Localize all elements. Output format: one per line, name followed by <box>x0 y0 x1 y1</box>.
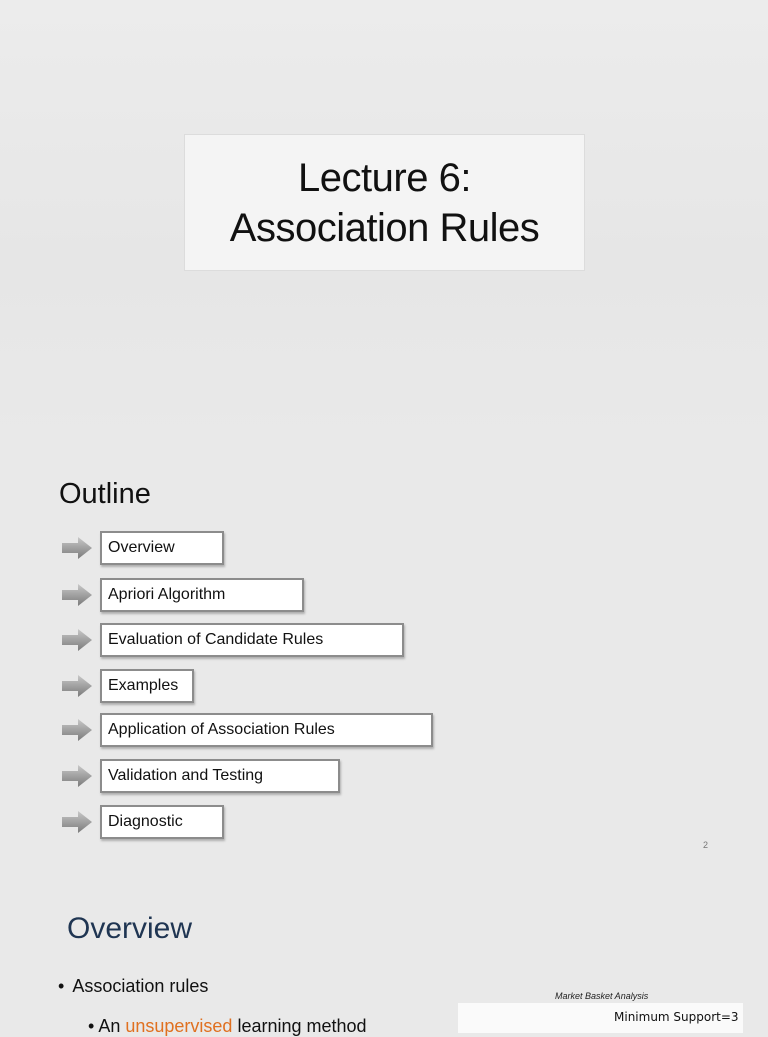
sub-bullet-highlight: unsupervised <box>125 1016 233 1036</box>
outline-item-label: Diagnostic <box>100 805 224 839</box>
outline-item-examples <box>62 666 194 706</box>
outline-item-label: Apriori Algorithm <box>100 578 304 612</box>
outline-item-label: Overview <box>100 531 224 565</box>
sub-bullet-unsupervised <box>88 1016 367 1037</box>
outline-item-apriori <box>62 575 304 615</box>
sub-bullet-suffix: learning method <box>232 1016 367 1036</box>
overview-heading: Overview <box>67 912 193 945</box>
arrow-right-icon <box>62 629 92 651</box>
outline-slide <box>0 440 768 860</box>
sub-bullet-prefix: An <box>98 1016 126 1036</box>
outline-item-overview <box>62 528 224 568</box>
arrow-right-icon <box>62 675 92 697</box>
arrow-right-icon <box>62 584 92 606</box>
outline-item-validation <box>62 756 340 796</box>
bullet-text: Association rules <box>72 976 209 996</box>
outline-item-application <box>62 710 433 750</box>
title-line-2: Association Rules <box>229 205 540 250</box>
outline-item-label: Application of Association Rules <box>100 713 433 747</box>
outline-item-label: Validation and Testing <box>100 759 340 793</box>
title-box <box>185 135 584 270</box>
arrow-right-icon <box>62 537 92 559</box>
outline-heading: Outline <box>59 478 151 510</box>
page-number: 2 <box>703 840 709 850</box>
title-line-1: Lecture 6: <box>298 155 471 200</box>
bullet-association-rules <box>58 976 208 997</box>
outline-item-diagnostic <box>62 802 224 842</box>
arrow-right-icon <box>62 765 92 787</box>
overview-slide <box>0 860 768 1036</box>
bullet-dot-icon: • <box>58 976 65 996</box>
minimum-support-label: Minimum Support=3 <box>614 1010 739 1024</box>
title-slide <box>0 0 768 440</box>
outline-item-label: Evaluation of Candidate Rules <box>100 623 404 657</box>
outline-item-label: Examples <box>100 669 194 703</box>
arrow-right-icon <box>62 719 92 741</box>
support-panel <box>458 1003 743 1033</box>
market-basket-caption: Market Basket Analysis <box>555 991 649 1001</box>
bullet-dot-icon: • <box>88 1016 95 1036</box>
outline-item-evaluation <box>62 620 404 660</box>
arrow-right-icon <box>62 811 92 833</box>
